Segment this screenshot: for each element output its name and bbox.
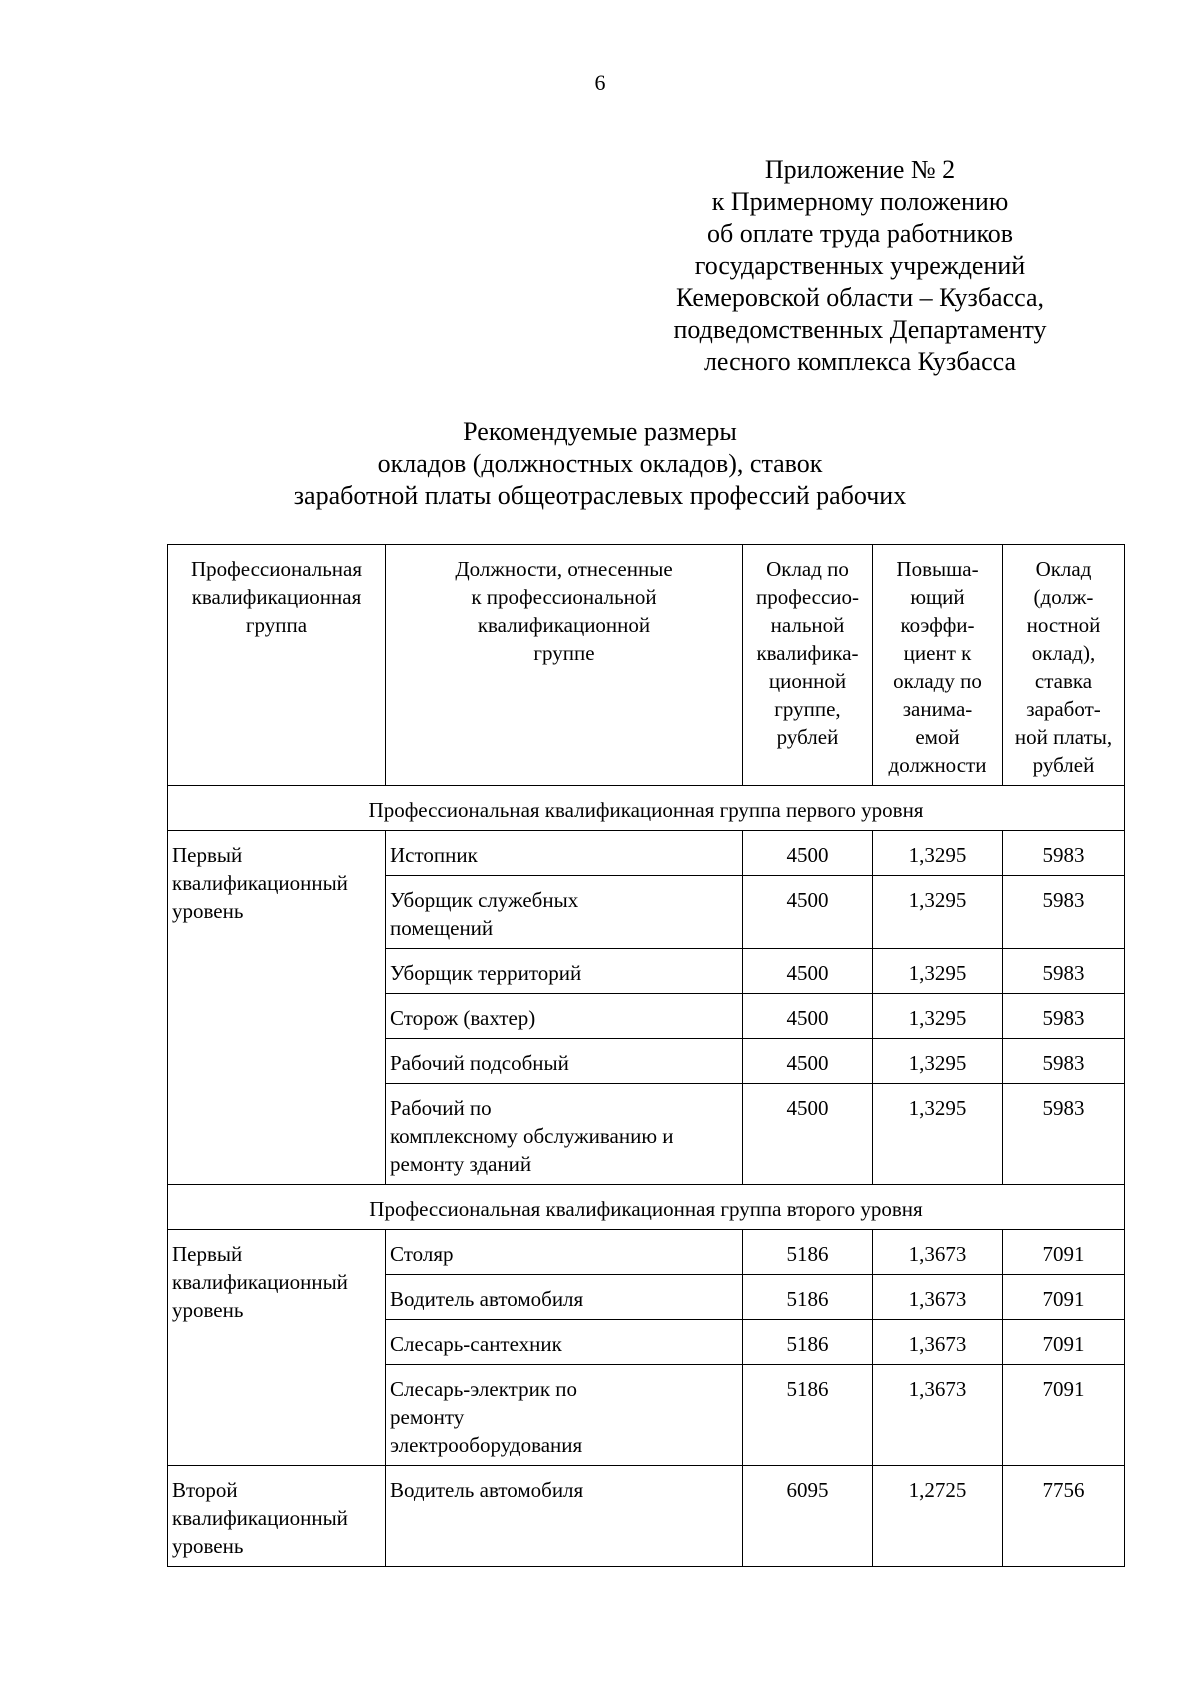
appendix-note: [650, 154, 1070, 378]
appendix-line: об оплате труда работников: [706, 219, 1014, 248]
qualification-level: Первый квалификационный уровень: [168, 831, 386, 1185]
salary-table: [167, 544, 1125, 1567]
salary: 5983: [1003, 876, 1125, 949]
title-line: Рекомендуемые размеры: [463, 417, 737, 446]
section-row: [168, 786, 1125, 831]
position-name: Столяр: [386, 1230, 743, 1275]
base-salary: 5186: [743, 1230, 873, 1275]
position-name: Истопник: [386, 831, 743, 876]
position-name: Рабочий подсобный: [386, 1039, 743, 1084]
coefficient: 1,3673: [873, 1320, 1003, 1365]
appendix-line: лесного комплекса Кузбасса: [703, 347, 1017, 376]
position-name: Сторож (вахтер): [386, 994, 743, 1039]
base-salary: 4500: [743, 994, 873, 1039]
section-row: [168, 1185, 1125, 1230]
coefficient: 1,3295: [873, 949, 1003, 994]
coefficient: 1,3673: [873, 1230, 1003, 1275]
header-salary: Оклад (долж- ностной оклад), ставка заработ- ной платы, рублей: [1003, 545, 1125, 786]
position-name: Водитель автомобиля: [386, 1466, 743, 1567]
section-title: Профессиональная квалификационная группа второго уровня: [168, 1185, 1125, 1230]
salary: 7091: [1003, 1320, 1125, 1365]
title-line: заработной платы общеотраслевых профессий рабочих: [293, 481, 907, 510]
salary: 7091: [1003, 1365, 1125, 1466]
header-positions: Должности, отнесенные к профессиональной квалификационной группе: [386, 545, 743, 786]
header-group: Профессиональная квалификационная группа: [168, 545, 386, 786]
salary: 5983: [1003, 1084, 1125, 1185]
title-line: окладов (должностных окладов), ставок: [377, 449, 823, 478]
position-name: Водитель автомобиля: [386, 1275, 743, 1320]
position-name: Уборщик служебных помещений: [386, 876, 743, 949]
coefficient: 1,3295: [873, 876, 1003, 949]
header-coefficient: Повыша- ющий коэффи- циент к окладу по занима- емой должности: [873, 545, 1003, 786]
table-row: [168, 831, 1125, 876]
coefficient: 1,3295: [873, 994, 1003, 1039]
salary: 7091: [1003, 1275, 1125, 1320]
appendix-line: государственных учреждений: [694, 251, 1026, 280]
base-salary: 5186: [743, 1320, 873, 1365]
base-salary: 4500: [743, 1039, 873, 1084]
coefficient: 1,3673: [873, 1275, 1003, 1320]
appendix-line: подведомственных Департаменту: [673, 315, 1047, 344]
page-number: 6: [594, 70, 606, 95]
table-row: [168, 1466, 1125, 1567]
document-title: [0, 416, 1200, 512]
base-salary: 6095: [743, 1466, 873, 1567]
position-name: Слесарь-сантехник: [386, 1320, 743, 1365]
base-salary: 4500: [743, 831, 873, 876]
qualification-level: Второй квалификационный уровень: [168, 1466, 386, 1567]
section-title: Профессиональная квалификационная группа первого уровня: [168, 786, 1125, 831]
salary: 5983: [1003, 831, 1125, 876]
salary: 5983: [1003, 994, 1125, 1039]
appendix-line: Приложение № 2: [764, 155, 956, 184]
coefficient: 1,2725: [873, 1466, 1003, 1567]
coefficient: 1,3295: [873, 1084, 1003, 1185]
base-salary: 4500: [743, 1084, 873, 1185]
position-name: Рабочий по комплексному обслуживанию и ремонту зданий: [386, 1084, 743, 1185]
table-row: [168, 1230, 1125, 1275]
appendix-line: Кемеровской области – Кузбасса,: [675, 283, 1045, 312]
position-name: Слесарь-электрик по ремонту электрооборудования: [386, 1365, 743, 1466]
qualification-level: Первый квалификационный уровень: [168, 1230, 386, 1466]
salary: 5983: [1003, 949, 1125, 994]
coefficient: 1,3673: [873, 1365, 1003, 1466]
base-salary: 5186: [743, 1365, 873, 1466]
salary: 7091: [1003, 1230, 1125, 1275]
base-salary: 5186: [743, 1275, 873, 1320]
base-salary: 4500: [743, 949, 873, 994]
coefficient: 1,3295: [873, 1039, 1003, 1084]
base-salary: 4500: [743, 876, 873, 949]
table-header-row: [168, 545, 1125, 786]
salary: 7756: [1003, 1466, 1125, 1567]
header-base-salary: Оклад по профессио- нальной квалифика- ционной группе, рублей: [743, 545, 873, 786]
coefficient: 1,3295: [873, 831, 1003, 876]
appendix-line: к Примерному положению: [711, 187, 1009, 216]
salary: 5983: [1003, 1039, 1125, 1084]
position-name: Уборщик территорий: [386, 949, 743, 994]
